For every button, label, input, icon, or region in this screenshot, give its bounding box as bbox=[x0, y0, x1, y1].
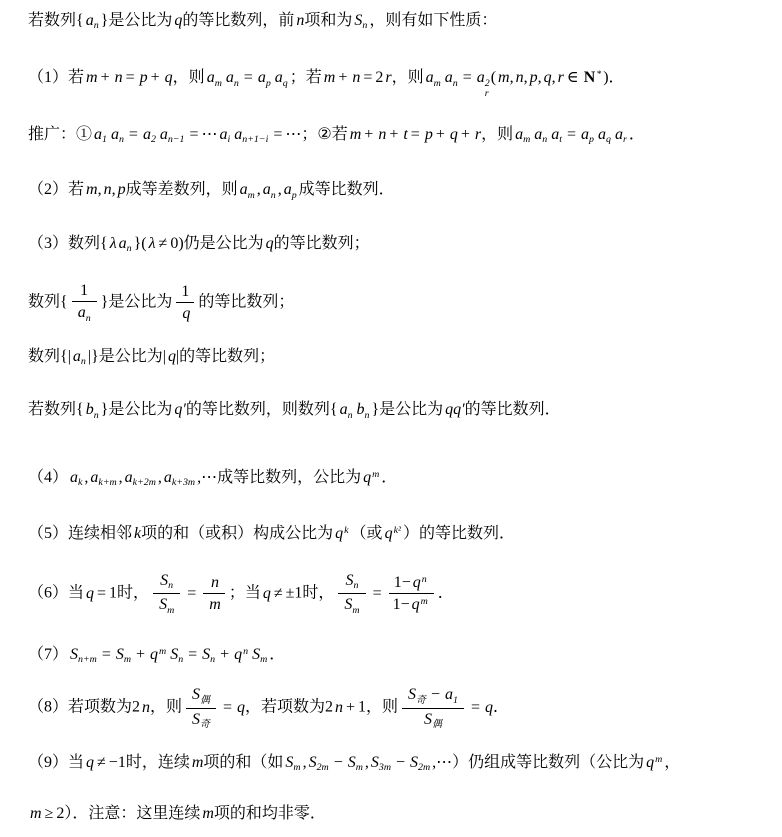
property-1-line: （1）若 m + n = p + q，则 $a_m$ $a_n = a_p$ $a_q$ ；若 m + n = 2 r，则 $a_m$ $a_n = a$ 2 r ( m, n, p, q, r ∈ N* )． bbox=[28, 69, 625, 100]
property-8-line: （8）若项数为2 n，则 $\frac{S_偶}{S_奇}$ = q，若项数为2 n + 1，则 $\frac{S_奇 - a_1}{S_偶}$ = q． bbox=[28, 686, 509, 730]
reciprocal-sequence-line: 数列{ $\frac{1}{a_n}$ }是公比为 $\frac{1}{q}$ 的等比数列； bbox=[28, 282, 295, 324]
product-sequence-line: 若数列{ $b_n$ }是公比为 q′的等比数列，则数列{ $a_n$ $b_n$ }是公比为 qq′的等比数列． bbox=[28, 401, 561, 421]
property-6-line: （6）当 q = 1时， $\frac{S_n}{S_m}$ = $\frac{n}{m}$ ；当 q ≠ ±1时， $\frac{S_n}{S_m}$ = $\frac{1- q^n}{1- q^m}$ ． bbox=[28, 571, 454, 616]
property-9-continued-line: m ≥ 2）．注意：这里连续 m项的和均非零． bbox=[30, 805, 326, 823]
property-2-line: （2）若 m, n, p成等差数列，则 $a_m$ , $a_n$ , $a_p$ 成等比数列． bbox=[28, 181, 395, 201]
property-9-line: （9）当 q ≠ −1时，连续 m项的和（如 $S_m$ , $S_{2m} - S_m$ , $S_{3m} - S_{2m}$ ,⋯）仍组成等比数列（公比为 $q^m$ ， bbox=[28, 753, 681, 774]
extension-line: 推广：① $a_1$ $a_n = a_2$ $a_{n-1}$ = ⋯ $a_i$ $a_{n+1-i}$ = ⋯；②若 m + n + t = p + q + r，则 $a_m$ $a_n$ $a_t = a_p$ $a_q$ $a_r$ ． bbox=[28, 125, 645, 146]
property-3-line: （3）数列{ λ $a_n$ }( λ ≠ 0)仍是公比为 q的等比数列； bbox=[28, 234, 370, 255]
property-4-line: （4） $a_k$ , $a_{k+m}$ , $a_{k+2m}$ , $a_{k+3m}$ ,⋯成等比数列，公比为 $q^m$ ． bbox=[28, 468, 398, 489]
property-5-line: （5）连续相邻 k项的和（或积）构成公比为 $q^k$ （或 $q^{k^2}$ ）的等比数列． bbox=[28, 524, 515, 542]
property-7-line: （7） $S_{n+m} = S_m + q^m$ $S_n = S_n + q^n$ $S_m$ ． bbox=[28, 645, 286, 666]
intro-line: 若数列{ $a_n$ }是公比为 q的等比数列，前 n项和为 $S_n$ ，则有如下性质： bbox=[28, 12, 498, 32]
absolute-value-sequence-line: 数列{| $a_n$ |}是公比为| q|的等比数列； bbox=[28, 347, 276, 368]
